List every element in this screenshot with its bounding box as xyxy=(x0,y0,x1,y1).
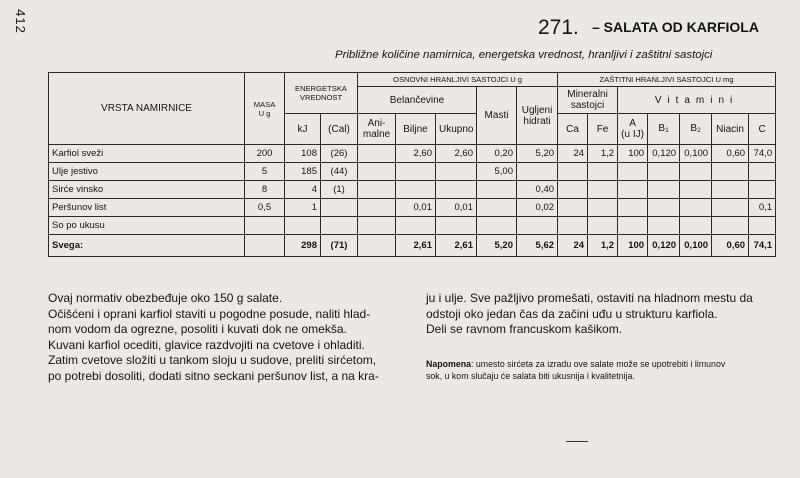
cell-animal xyxy=(358,145,396,163)
instruction-line: po potrebi dosoliti, dodati sitno seckani peršunov list, a na kra- xyxy=(48,368,379,383)
cell-name: Ulje jestivo xyxy=(49,163,245,181)
instruction-line: Zatim cvetove složiti u tankom sloju u sudove, preliti sirćetom, xyxy=(48,353,377,367)
table-row xyxy=(49,199,776,217)
cell-niacin xyxy=(712,163,749,181)
header-plant: Biljne xyxy=(396,114,436,145)
instruction-line: nom vodom da ogrezne, posoliti i kuvati dok ne omekša. xyxy=(48,322,347,336)
cell-niacin xyxy=(712,199,749,217)
cell-name: So po ukusu xyxy=(49,217,245,235)
header-animal: Ani- malne xyxy=(358,114,396,145)
cell-b1 xyxy=(648,163,680,181)
cell-kj xyxy=(285,217,321,235)
cell-b2 xyxy=(680,199,712,217)
header-mass: MASA U g xyxy=(245,73,285,145)
cell-plant xyxy=(396,181,436,199)
cell-niacin xyxy=(712,181,749,199)
instruction-line: Deli se ravnom francuskom kašikom. xyxy=(426,322,623,336)
cell-fe xyxy=(588,163,618,181)
header-proteins: Belančevine xyxy=(358,87,477,114)
cell-mass: 8 xyxy=(245,181,285,199)
cell-kj: 4 xyxy=(285,181,321,199)
cell-animal xyxy=(358,181,396,199)
cell-fats: 5,20 xyxy=(477,235,517,257)
header-vitamins: Vitamini xyxy=(618,87,776,114)
table-subtitle: Približne količine namirnica, energetska vrednost, hranljivi i zaštitni sastojci xyxy=(335,49,713,61)
instruction-line: Očišćeni i oprani karfiol staviti u pogodne posude, naliti hlad- xyxy=(48,306,371,321)
cell-carbs: 0,02 xyxy=(517,199,558,217)
table-total-row xyxy=(49,235,776,257)
header-vitamin-c: C xyxy=(749,114,776,145)
cell-ca xyxy=(558,181,588,199)
header-vitamin-a: A (u IJ) xyxy=(618,114,648,145)
cell-b2: 0,100 xyxy=(680,235,712,257)
recipe-title: – SALATA OD KARFIOLA xyxy=(592,19,759,35)
cell-b1 xyxy=(648,217,680,235)
cell-total xyxy=(436,181,477,199)
cell-mass: 200 xyxy=(245,145,285,163)
cell-ca xyxy=(558,199,588,217)
instruction-line: Ovaj normativ obezbeđuje oko 150 g salate. xyxy=(48,291,283,305)
cell-cal: (44) xyxy=(321,163,358,181)
header-ca: Ca xyxy=(558,114,588,145)
cell-fe xyxy=(588,199,618,217)
cell-c: 0,1 xyxy=(749,199,776,217)
instructions-left-column xyxy=(48,291,398,384)
cell-fats xyxy=(477,181,517,199)
cell-mass xyxy=(245,217,285,235)
cell-plant: 2,60 xyxy=(396,145,436,163)
cell-plant: 2,61 xyxy=(396,235,436,257)
end-divider xyxy=(566,441,588,442)
cell-fats: 5,00 xyxy=(477,163,517,181)
cell-niacin xyxy=(712,217,749,235)
cell-b1: 0,120 xyxy=(648,145,680,163)
cell-b2: 0,100 xyxy=(680,145,712,163)
nutrition-table xyxy=(48,72,776,257)
cell-ca xyxy=(558,217,588,235)
note-text-line2: sok, u kom slučaju će salata biti ukusnija i kvalitetnija. xyxy=(426,371,635,381)
header-niacin: Niacin xyxy=(712,114,749,145)
table-row xyxy=(49,163,776,181)
cell-a xyxy=(618,181,648,199)
cell-name: Svega: xyxy=(49,235,245,257)
cell-c xyxy=(749,163,776,181)
cell-fats xyxy=(477,199,517,217)
cell-mass: 5 xyxy=(245,163,285,181)
cell-b1 xyxy=(648,199,680,217)
cell-total: 0,01 xyxy=(436,199,477,217)
cell-name: Peršunov list xyxy=(49,199,245,217)
note-text-line1: : umesto sirćeta za izradu ove salate može se upotrebiti i limunov xyxy=(470,359,726,369)
header-kj: kJ xyxy=(285,114,321,145)
cell-carbs: 5,62 xyxy=(517,235,558,257)
cell-ca xyxy=(558,163,588,181)
cell-plant xyxy=(396,163,436,181)
cell-a: 100 xyxy=(618,235,648,257)
header-minerals: Mineralni sastojci xyxy=(558,87,618,114)
cell-name: Karfiol sveži xyxy=(49,145,245,163)
cell-niacin: 0,60 xyxy=(712,145,749,163)
header-basic-group: OSNOVNI HRANLJIVI SASTOJCI U g xyxy=(358,73,558,87)
cell-cal: (71) xyxy=(321,235,358,257)
cell-ca: 24 xyxy=(558,145,588,163)
cell-plant xyxy=(396,217,436,235)
cell-b2 xyxy=(680,217,712,235)
cell-b2 xyxy=(680,181,712,199)
cell-cal xyxy=(321,217,358,235)
cell-fats xyxy=(477,217,517,235)
cell-kj: 1 xyxy=(285,199,321,217)
cell-plant: 0,01 xyxy=(396,199,436,217)
cell-carbs xyxy=(517,163,558,181)
cell-cal: (1) xyxy=(321,181,358,199)
cell-b1 xyxy=(648,181,680,199)
header-b1: B1 xyxy=(648,114,680,145)
page-number: 412 xyxy=(12,9,28,34)
cell-a xyxy=(618,217,648,235)
cell-fats: 0,20 xyxy=(477,145,517,163)
cell-total xyxy=(436,163,477,181)
header-total: Ukupno xyxy=(436,114,477,145)
header-b2: B2 xyxy=(680,114,712,145)
cell-carbs: 5,20 xyxy=(517,145,558,163)
table-row xyxy=(49,217,776,235)
cell-cal: (26) xyxy=(321,145,358,163)
cell-a xyxy=(618,199,648,217)
cell-fe: 1,2 xyxy=(588,145,618,163)
cell-niacin: 0,60 xyxy=(712,235,749,257)
cell-a xyxy=(618,163,648,181)
cell-total: 2,60 xyxy=(436,145,477,163)
cell-a: 100 xyxy=(618,145,648,163)
instruction-line: Kuvani karfiol ocediti, glavice razdvojiti na cvetove i ohladiti. xyxy=(48,337,365,352)
cell-animal xyxy=(358,217,396,235)
header-fats: Masti xyxy=(477,87,517,145)
cell-carbs xyxy=(517,217,558,235)
cell-b2 xyxy=(680,163,712,181)
header-carbs: Ugljeni hidrati xyxy=(517,87,558,145)
cell-carbs: 0,40 xyxy=(517,181,558,199)
cell-total xyxy=(436,217,477,235)
header-cal: (Cal) xyxy=(321,114,358,145)
cell-animal xyxy=(358,199,396,217)
cell-kj: 298 xyxy=(285,235,321,257)
cell-fe xyxy=(588,217,618,235)
cell-fe: 1,2 xyxy=(588,235,618,257)
cell-fe xyxy=(588,181,618,199)
instruction-line: ju i ulje. Sve pažljivo promešati, ostaviti na hladnom mestu da xyxy=(426,291,753,305)
cell-kj: 108 xyxy=(285,145,321,163)
cell-c: 74,0 xyxy=(749,145,776,163)
header-protective-group: ZAŠTITNI HRANLJIVI SASTOJCI U mg xyxy=(558,73,776,87)
cell-kj: 185 xyxy=(285,163,321,181)
cell-mass: 0,5 xyxy=(245,199,285,217)
cell-total: 2,61 xyxy=(436,235,477,257)
cell-cal xyxy=(321,199,358,217)
cell-name: Sirće vinsko xyxy=(49,181,245,199)
cell-c: 74,1 xyxy=(749,235,776,257)
cell-mass xyxy=(245,235,285,257)
note-label: Napomena xyxy=(426,359,471,369)
instruction-line: odstoji oko jedan čas da začini uđu u strukturu karfiola. xyxy=(426,306,718,321)
header-fe: Fe xyxy=(588,114,618,145)
recipe-number: 271. xyxy=(538,16,579,39)
cell-animal xyxy=(358,235,396,257)
table-row xyxy=(49,181,776,199)
cell-animal xyxy=(358,163,396,181)
cell-b1: 0,120 xyxy=(648,235,680,257)
instructions-right-column xyxy=(426,291,786,338)
cell-c xyxy=(749,181,776,199)
table-row xyxy=(49,145,776,163)
cell-ca: 24 xyxy=(558,235,588,257)
header-energy: ENERGETSKA VREDNOST xyxy=(285,73,358,114)
header-ingredient: VRSTA NAMIRNICE xyxy=(49,73,245,145)
note xyxy=(426,358,786,382)
cell-c xyxy=(749,217,776,235)
